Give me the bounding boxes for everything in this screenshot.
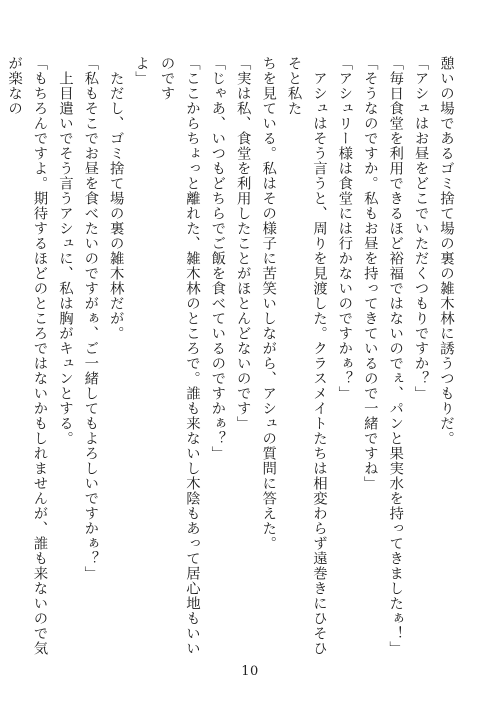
text-line: よ」	[133, 56, 150, 86]
text-line: 「アシュリー様は食堂には行かないのですかぁ？」	[336, 56, 353, 401]
text-line: 「そうなのですか。私もお昼を持ってきているので一緒ですね」	[361, 56, 378, 491]
text-line: ただし、ゴミ捨て場の裏の雑木林だが。	[107, 56, 124, 341]
text-line: 「毎日食堂を利用できるほど裕福ではないのでぇ、パンと果実水を持ってきましたぁ！」	[387, 56, 404, 656]
text-line: ちを見ている。私はその様子に苦笑いしながら、アシュの質問に答えた。	[260, 56, 277, 551]
text-line: アシュはそう言うと、周りを見渡した。クラスメイトたちは相変わらず遠巻きにひそひそと私た	[285, 56, 327, 656]
text-line: 「実は私、食堂を利用したことがほとんどないのです」	[234, 56, 251, 431]
vertical-text-body	[6, 56, 458, 656]
text-line: 憩いの場であるゴミ捨て場の裏の雑木林に誘うつもりだ。	[438, 56, 454, 446]
text-line: 「私もそこでお昼を食べたいのですがぁ、ご一緒してもよろしいですかぁ？」	[82, 56, 99, 581]
text-line	[0, 56, 1, 656]
text-line: 「ここからちょっと離れた、雑木林のところで。誰も来ないし木陰もあって居心地もいいのです	[158, 56, 200, 656]
text-line: 上目遣いでそう言うアシュに、私は胸がキュンとする。	[56, 56, 73, 446]
text-line: 「アシュはお昼をどこでいただくつもりですか？」	[412, 56, 429, 401]
text-line: 「じゃあ、いつもどちらでご飯を食べているのですかぁ？」	[209, 56, 226, 461]
page-number: 10	[241, 664, 259, 679]
text-line: 「もちろんですよ。期待するほどのところではないかもしれませんが、誰も来ないので気が楽なの	[6, 56, 48, 656]
